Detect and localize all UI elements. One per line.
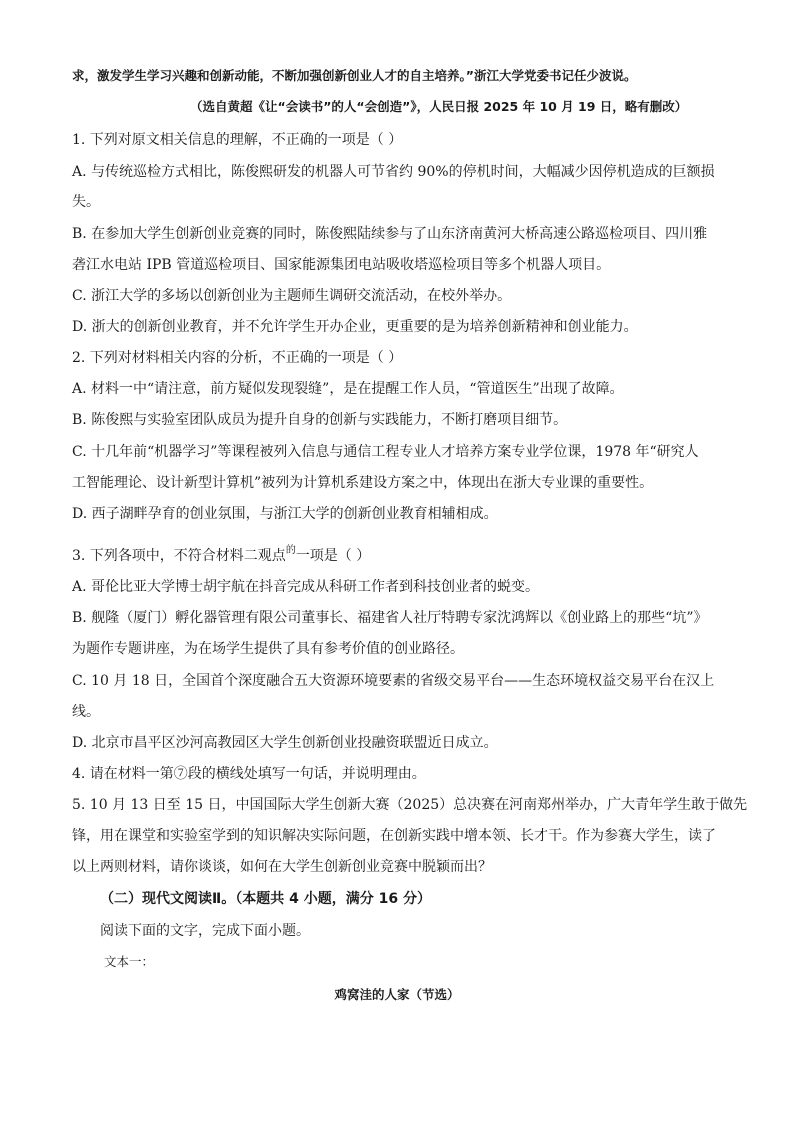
question-3-option-d: D. 北京市昌平区沙河高教园区大学生创新创业投融资联盟近日成立。 [72,735,498,751]
question-1-option-a: A. 与传统巡检方式相比，陈俊熙研发的机器人可节省约 90%的停机时间，大幅减少因停机造成的巨额损 [72,164,715,180]
question-5-stem: 5. 10 月 13 日至 15 日，中国国际大学生创新大赛（2025）总决赛在河南郑州举办，广大青年学生敢于做先 [72,797,748,813]
section-heading: （二）现代文阅读Ⅱ。（本题共 4 小题，满分 16 分） [100,891,431,907]
question-2-option-a: A. 材料一中“请注意，前方疑似发现裂缝”，是在提醒工作人员，“管道医生”出现了故障。 [72,381,624,397]
question-2-option-c: C. 十几年前“机器学习”等课程被列入信息与通信工程专业人才培养方案专业学位课，1978 年“研究人 [72,444,699,460]
question-3-option-c-cont: 线。 [72,704,100,720]
continuation-line: 求，激发学生学习兴趣和创新动能，不断加强创新创业人才的自主培养。”浙江大学党委书记任少波说。 [72,68,637,83]
question-2-stem: 2. 下列对材料相关内容的分析，不正确的一项是（ ） [72,350,403,366]
question-3-option-c: C. 10 月 18 日，全国首个深度融合五大资源环境要素的省级交易平台——生态环境权益交易平台在汉上 [72,673,715,689]
question-2-option-d: D. 西子湖畔孕育的创业氛围，与浙江大学的创新创业教育相辅相成。 [72,506,498,522]
question-1-option-b-cont: 砻江水电站 IPB 管道巡检项目、国家能源集团电站吸收塔巡检项目等多个机器人项目。 [72,257,611,273]
question-5-stem-cont-1: 锋，用在课堂和实验室学到的知识解决实际问题，在创新实践中增本领、长才干。作为参赛大学生，读了 [72,828,716,844]
question-3-stem-main: 3. 下列各项中，不符合材料二观点 [72,548,286,564]
source-citation: （选自黄超《让“会读书”的人“会创造”》，人民日报 2025 年 10 月 19 日，略有删改） [190,99,688,114]
question-1-stem: 1. 下列对原文相关信息的理解，不正确的一项是（ ） [72,132,403,148]
text-label: 文本一： [104,954,155,969]
question-5-stem-cont-2: 以上两则材料，请你谈谈，如何在大学生创新创业竞赛中脱颖而出？ [72,859,492,875]
question-2-option-c-cont: 工智能理论、设计新型计算机”被列为计算机系建设方案之中，体现出在浙大专业课的重要性。 [72,475,654,491]
question-1-option-d: D. 浙大的创新创业教育，并不允许学生开办企业，更重要的是为培养创新精神和创业能力。 [72,319,638,335]
question-1-option-c: C. 浙江大学的多场以创新创业为主题师生调研交流活动，在校外举办。 [72,288,512,304]
question-3-stem [72,541,370,566]
reading-instruction: 阅读下面的文字，完成下面小题。 [100,923,310,939]
question-3-stem-mark: 的 [285,545,296,556]
article-title: 鸡窝洼的人家（节选） [334,987,460,1002]
question-3-option-b: B. 舰隆（厦门）孵化器管理有限公司董事长、福建省人社厅特聘专家沈鸿辉以《创业路上的那些“坑”》 [72,610,708,626]
question-1-option-a-cont: 失。 [72,194,100,210]
question-4-stem: 4. 请在材料一第⑦段的横线处填写一句话，并说明理由。 [72,766,426,782]
question-3-stem-end: 一项是（ ） [295,548,371,564]
question-1-option-b: B. 在参加大学生创新创业竞赛的同时，陈俊熙陆续参与了山东济南黄河大桥高速公路巡检项目、四川雅 [72,226,708,242]
question-3-option-b-cont: 为题作专题讲座，为在场学生提供了具有参考价值的创业路径。 [72,641,464,657]
question-2-option-b: B. 陈俊熙与实验室团队成员为提升自身的创新与实践能力，不断打磨项目细节。 [72,412,568,428]
question-3-option-a: A. 哥伦比亚大学博士胡宇航在抖音完成从科研工作者到科技创业者的蜕变。 [72,579,540,595]
